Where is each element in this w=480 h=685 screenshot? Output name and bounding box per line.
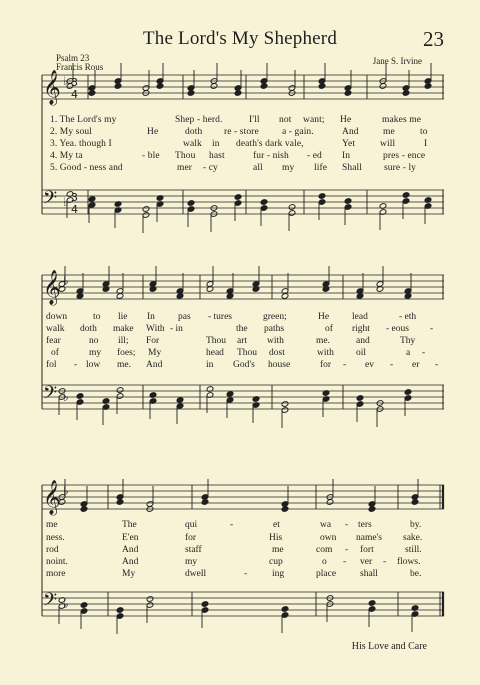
scripture-reference: Psalm 23 [56, 53, 90, 63]
notehead [234, 194, 242, 201]
syllable: In [147, 312, 155, 322]
syllable: - [230, 520, 234, 530]
notehead [201, 499, 209, 506]
notehead [114, 83, 122, 90]
time-signature-icon: 4 [71, 88, 78, 101]
syllable: me. [316, 336, 330, 346]
syllable: - [343, 557, 347, 567]
syllable: shall [360, 569, 378, 579]
syllable: not [279, 115, 292, 125]
notehead [326, 499, 334, 506]
syllable: E'en [122, 533, 139, 543]
notehead [356, 395, 364, 402]
syllable: - herd. [197, 115, 223, 125]
syllable: ev [365, 360, 374, 370]
syllable: with [267, 336, 284, 346]
syllable: to [93, 312, 101, 322]
notehead [156, 83, 164, 90]
syllable: my [185, 557, 198, 567]
syllable: fear [46, 336, 61, 346]
time-signature-icon: 3 [71, 191, 78, 204]
verse-4-line [0, 150, 480, 162]
syllable: me [272, 545, 284, 555]
key-flat-icon: ♭ [63, 74, 69, 88]
syllable: low [86, 360, 101, 370]
syllable: 1. The Lord's my [50, 115, 117, 125]
notehead [210, 83, 218, 90]
hymn-number: 23 [423, 27, 444, 51]
syllable: cup [269, 557, 283, 567]
syllable: My [122, 569, 136, 579]
syllable: - [422, 348, 426, 358]
syllable: With [146, 324, 165, 334]
syllable: doth [185, 127, 203, 137]
syllable: Yet [342, 139, 356, 149]
syllable: qui [185, 520, 198, 530]
syllable: And [342, 127, 359, 137]
syllable: paths [264, 324, 285, 334]
lyricist-credit: Francis Rous [56, 62, 104, 72]
notehead [368, 600, 376, 607]
syllable: a [406, 348, 411, 358]
notehead [116, 607, 124, 614]
syllable: - [430, 324, 434, 334]
notehead [368, 506, 376, 513]
syllable: make [113, 324, 134, 334]
syllable: still. [405, 545, 422, 555]
syllable: - [244, 569, 248, 579]
notehead [356, 293, 364, 300]
verse-3-line [0, 138, 480, 150]
syllable: Thou [175, 151, 196, 161]
time-signature-icon: 3 [71, 76, 78, 89]
notehead [344, 198, 352, 205]
syllable: I [424, 139, 428, 149]
notehead [80, 602, 88, 609]
notehead [226, 391, 234, 398]
syllable: Shep [175, 115, 195, 125]
syllable: He [340, 115, 352, 125]
syllable: sure - ly [384, 163, 417, 173]
syllable: of [51, 348, 59, 358]
syllable: 2. My soul [50, 127, 92, 137]
notehead [176, 397, 184, 404]
syllable: And [122, 545, 139, 555]
syllable: noint. [46, 557, 68, 567]
syllable: flows. [397, 557, 421, 567]
syllable: I'll [249, 115, 260, 125]
syllable: ver [360, 557, 373, 567]
bass-clef-icon: 𝄢 [43, 383, 58, 408]
syllable: my [89, 348, 102, 358]
syllable: - eous [386, 324, 409, 334]
syllable: with [317, 348, 334, 358]
syllable: mer [177, 163, 193, 173]
notehead [234, 90, 242, 97]
syllable: fol [46, 360, 57, 370]
notehead [344, 90, 352, 97]
notehead [76, 293, 84, 300]
hymn-topic: His Love and Care [351, 641, 427, 652]
syllable: 5. Good - ness and [50, 163, 123, 173]
syllable: life [314, 163, 328, 173]
syllable: - [435, 360, 439, 370]
syllable: He [147, 127, 159, 137]
syllable: Shall [342, 163, 363, 173]
notehead [281, 293, 289, 300]
syllable: for [320, 360, 332, 370]
syllable: 4. My ta [50, 151, 83, 161]
syllable: Thou [206, 336, 227, 346]
syllable: 3. Yea. though I [50, 139, 112, 149]
syllable: to [420, 127, 428, 137]
syllable: and [356, 336, 370, 346]
syllable: name's [356, 533, 382, 543]
notehead [116, 387, 124, 394]
verse-1-line [0, 519, 480, 531]
syllable: wa [320, 520, 332, 530]
verse-1-line [0, 114, 480, 126]
notehead [226, 293, 234, 300]
key-flat-icon: ♭ [63, 390, 69, 404]
bass-clef-icon: 𝄢 [43, 188, 58, 213]
bass-clef-icon: 𝄢 [43, 590, 58, 615]
syllable: me [383, 127, 395, 137]
syllable: more [46, 569, 66, 579]
syllable: fort [360, 545, 374, 555]
verse-2-line [0, 126, 480, 138]
syllable: down [46, 312, 68, 322]
syllable: dwell [185, 569, 207, 579]
verse-2-line [0, 532, 480, 544]
syllable: lead [352, 312, 368, 322]
verse-4-line [0, 556, 480, 568]
syllable: - ble [142, 151, 160, 161]
verse-3-line [0, 335, 480, 347]
syllable: - [383, 557, 387, 567]
syllable: pas [178, 312, 191, 322]
syllable: right [352, 324, 370, 334]
notehead [187, 200, 195, 207]
notehead [402, 192, 410, 199]
notehead [424, 83, 432, 90]
verse-5-line [0, 359, 480, 371]
syllable: head [206, 348, 224, 358]
syllable: - [345, 520, 349, 530]
syllable: my [282, 163, 295, 173]
syllable: - [390, 360, 394, 370]
syllable: me. [117, 360, 131, 370]
syllable: And [122, 557, 139, 567]
key-flat-icon: ♭ [63, 195, 69, 209]
verse-4-line [0, 347, 480, 359]
syllable: And [146, 360, 163, 370]
syllable: doth [80, 324, 97, 334]
verse-5-line [0, 162, 480, 174]
syllable: want; [303, 115, 325, 125]
syllable: of [325, 324, 333, 334]
syllable: o [322, 557, 327, 567]
syllable: be. [410, 569, 422, 579]
notehead [281, 506, 289, 513]
syllable: ing [272, 569, 285, 579]
syllable: ill; [118, 336, 129, 346]
notehead [260, 199, 268, 206]
syllable: art [237, 336, 248, 346]
key-flat-icon: ♭ [63, 484, 69, 498]
syllable: in [206, 360, 214, 370]
notehead [146, 596, 154, 603]
syllable: - cy [203, 163, 218, 173]
syllable: dost [269, 348, 285, 358]
syllable: oil [356, 348, 367, 358]
syllable: - ed [307, 151, 322, 161]
syllable: - [343, 360, 347, 370]
syllable: The [122, 520, 137, 530]
syllable: For [146, 336, 160, 346]
notehead [281, 606, 289, 613]
treble-clef-icon: 𝄞 [43, 270, 61, 305]
syllable: death's dark vale, [236, 139, 304, 149]
key-flat-icon: ♭ [63, 597, 69, 611]
syllable: makes me [382, 115, 422, 125]
syllable: walk [183, 139, 202, 149]
syllable: no [89, 336, 99, 346]
syllable: own [320, 533, 337, 543]
notehead [116, 293, 124, 300]
syllable: in [212, 139, 220, 149]
syllable: walk [46, 324, 65, 334]
syllable: pres - ence [383, 151, 426, 161]
syllable: com [316, 545, 333, 555]
treble-clef-icon: 𝄞 [43, 70, 61, 105]
notehead [88, 90, 96, 97]
syllable: for [185, 533, 197, 543]
syllable: hast [209, 151, 225, 161]
notehead [260, 83, 268, 90]
key-flat-icon: ♭ [63, 274, 69, 288]
syllable: a - gain. [282, 127, 314, 137]
syllable: will [380, 139, 396, 149]
notehead [411, 499, 419, 506]
notehead [176, 293, 184, 300]
syllable: He [318, 312, 330, 322]
verse-2-line [0, 323, 480, 335]
syllable: by. [410, 520, 422, 530]
syllable: staff [185, 545, 202, 555]
syllable: foes; [117, 348, 136, 358]
notehead [88, 196, 96, 203]
syllable: - [74, 360, 78, 370]
notehead [402, 90, 410, 97]
time-signature-icon: 4 [71, 203, 78, 216]
syllable: green; [263, 312, 287, 322]
syllable: God's [233, 360, 255, 370]
verse-5-line [0, 568, 480, 580]
notehead [80, 506, 88, 513]
syllable: sake. [403, 533, 423, 543]
syllable: all [253, 163, 263, 173]
notehead [318, 193, 326, 200]
composer-credit: Jane S. Irvine [372, 56, 422, 66]
syllable: - tures [208, 312, 233, 322]
syllable: the [236, 324, 248, 334]
syllable: My [148, 348, 162, 358]
syllable: rod [46, 545, 59, 555]
syllable: ness. [46, 533, 65, 543]
notehead [281, 401, 289, 408]
syllable: fur - nish [253, 151, 289, 161]
notehead [404, 293, 412, 300]
notehead [404, 389, 412, 396]
notehead [288, 204, 296, 211]
syllable: lie [118, 312, 128, 322]
verse-1-line [0, 311, 480, 323]
notehead [187, 90, 195, 97]
syllable: - [345, 545, 349, 555]
treble-clef-icon: 𝄞 [43, 480, 61, 515]
syllable: In [342, 151, 351, 161]
notehead [318, 83, 326, 90]
syllable: His [269, 533, 283, 543]
syllable: Thou [237, 348, 258, 358]
notehead [76, 393, 84, 400]
syllable: re - store [224, 127, 259, 137]
notehead [379, 83, 387, 90]
notehead [201, 601, 209, 608]
syllable: et [273, 520, 280, 530]
syllable: - eth [399, 312, 417, 322]
hymn-title: The Lord's My Shepherd [142, 28, 338, 49]
syllable: Thy [400, 336, 416, 346]
notehead [142, 206, 150, 213]
syllable: me [46, 520, 58, 530]
notehead [116, 499, 124, 506]
syllable: ters [358, 520, 372, 530]
syllable: house [268, 360, 291, 370]
verse-3-line [0, 544, 480, 556]
syllable: er [412, 360, 420, 370]
syllable: - in [170, 324, 183, 334]
syllable: place [316, 569, 337, 579]
